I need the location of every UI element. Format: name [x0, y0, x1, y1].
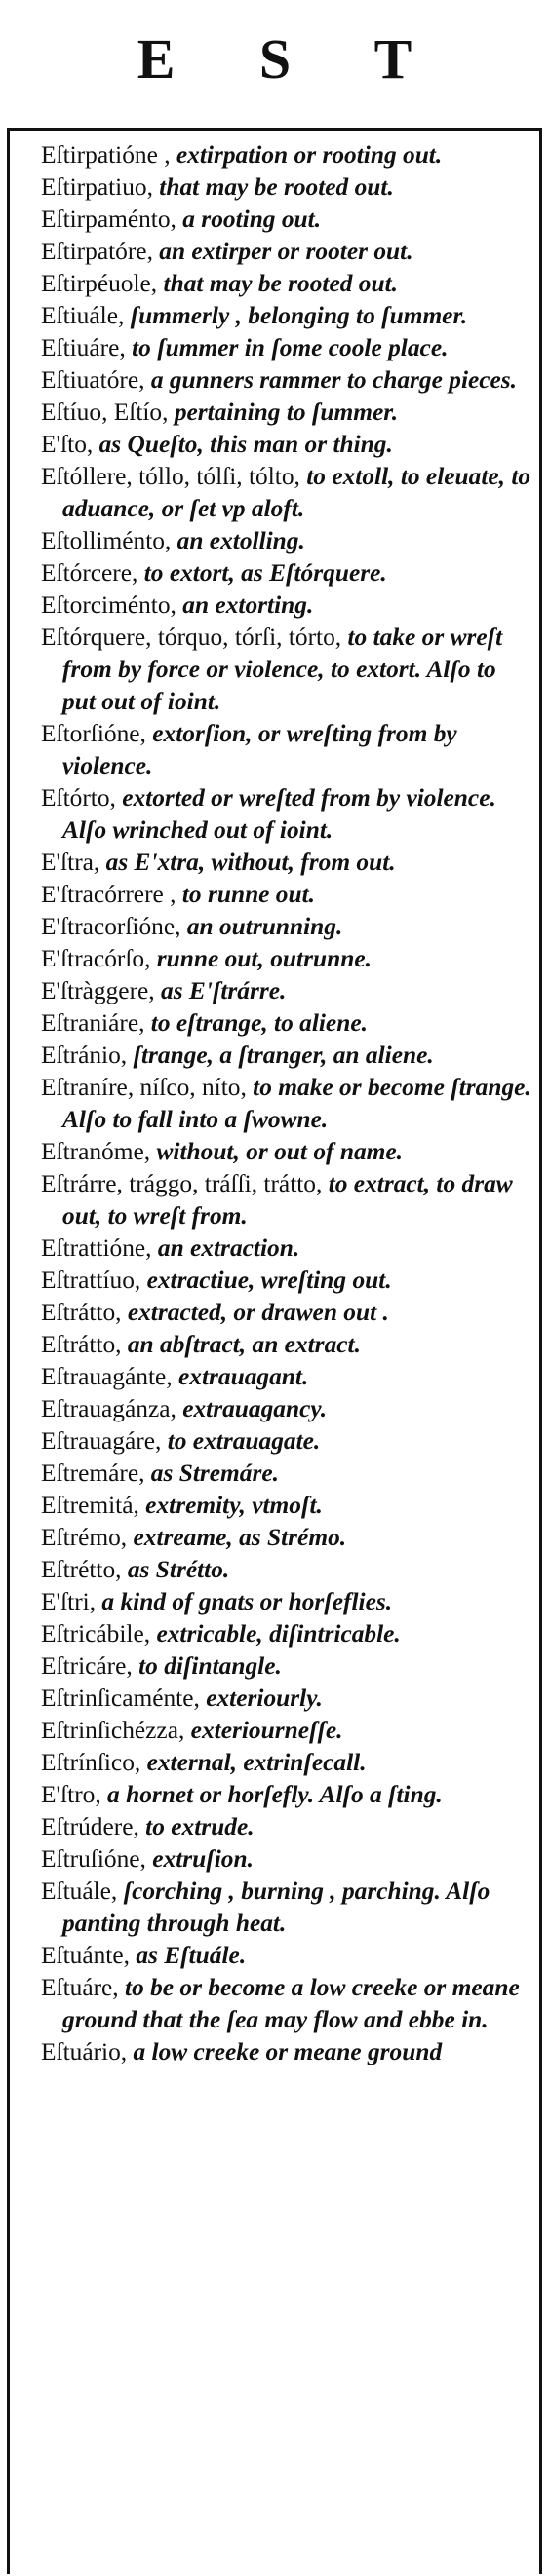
entry-headword: Eſtrauagánza,: [41, 1395, 183, 1422]
entry-headword: E'ſtracorſióne,: [41, 913, 187, 940]
dictionary-entry: [41, 1875, 533, 1940]
dictionary-entry: [41, 1940, 533, 1972]
entry-headword: Eſtuário,: [41, 2038, 134, 2065]
page-header: [0, 0, 549, 117]
dictionary-entry: [41, 171, 533, 204]
entry-definition: as Eſtuále.: [136, 1942, 247, 1969]
entry-definition: extrauagant.: [178, 1363, 309, 1390]
entry-list: [41, 139, 533, 2068]
entry-headword: Eſtrátto,: [41, 1331, 128, 1358]
entry-definition: exteriourneſſe.: [190, 1717, 343, 1744]
entry-headword: Eſtremáre,: [41, 1459, 151, 1487]
entry-definition: to diſintangle.: [138, 1652, 282, 1680]
dictionary-column: [7, 128, 542, 2574]
entry-definition: a hornet or horſefly. Alſo a ſting.: [107, 1781, 443, 1808]
dictionary-entry: [41, 1811, 533, 1843]
dictionary-entry: [41, 1393, 533, 1425]
dictionary-entry: [41, 1779, 533, 1811]
entry-definition: ſummerly , belonging to ſummer.: [130, 302, 468, 329]
entry-headword: Eſtiuáre,: [41, 334, 133, 361]
dictionary-entry: [41, 1072, 533, 1136]
dictionary-entry: [41, 557, 533, 589]
dictionary-entry: [41, 1297, 533, 1329]
entry-definition: an extirper or rooter out.: [159, 238, 413, 265]
entry-headword: Eſtirpatóre,: [41, 238, 160, 265]
entry-headword: Eſtolliménto,: [41, 527, 177, 554]
dictionary-entry: [41, 236, 533, 268]
dictionary-entry: [41, 332, 533, 364]
entry-definition: that may be rooted out.: [163, 270, 399, 297]
dictionary-entry: [41, 364, 533, 397]
entry-definition: a kind of gnats or horſeflies.: [101, 1588, 393, 1615]
entry-definition: a low creeke or meane ground: [133, 2038, 443, 2065]
entry-headword: Eſtirpatióne ,: [41, 141, 176, 169]
entry-definition: extricable, diſintricable.: [156, 1620, 401, 1648]
dictionary-entry: [41, 300, 533, 332]
entry-definition: as Stremáre.: [150, 1459, 279, 1487]
dictionary-entry: [41, 1618, 533, 1650]
dictionary-entry: [41, 2036, 533, 2068]
dictionary-entry: [41, 975, 533, 1007]
entry-definition: as E'xtra, without, from out.: [105, 849, 396, 876]
entry-definition: extractiue, wreſting out.: [146, 1267, 392, 1294]
dictionary-entry: [41, 879, 533, 911]
dictionary-entry: [41, 1843, 533, 1875]
entry-headword: Eſtrátto,: [41, 1299, 128, 1326]
entry-definition: to take or wreſt from by force or violence, to extort. Alſo to put out of ioint.: [62, 624, 503, 715]
dictionary-entry: [41, 1425, 533, 1458]
dictionary-entry: [41, 1232, 533, 1265]
entry-definition: runne out, outrunne.: [156, 945, 372, 972]
dictionary-entry: [41, 429, 533, 461]
entry-headword: Eſtricáre,: [41, 1652, 139, 1680]
dictionary-entry: [41, 1522, 533, 1554]
entry-headword: Eſtrétto,: [41, 1556, 128, 1583]
entry-headword: Eſtrattíuo,: [41, 1267, 147, 1294]
dictionary-entry: [41, 1554, 533, 1586]
dictionary-entry: [41, 1168, 533, 1232]
entry-headword: Eſtrínſico,: [41, 1749, 147, 1776]
entry-headword: Eſtóllere, tóllo, tólſi, tólto,: [41, 463, 307, 490]
entry-headword: Eſtrauagáre,: [41, 1427, 168, 1455]
dictionary-entry: [41, 1490, 533, 1522]
entry-headword: Eſtórto,: [41, 784, 123, 812]
dictionary-entry: [41, 1586, 533, 1618]
entry-headword: Eſtuáre,: [41, 1974, 126, 2001]
dictionary-entry: [41, 1007, 533, 1040]
entry-definition: an extraction.: [157, 1234, 300, 1262]
entry-definition: to extort, as Eſtórquere.: [143, 559, 387, 587]
dictionary-entry: [41, 847, 533, 879]
entry-headword: Eſtraniáre,: [41, 1009, 151, 1037]
dictionary-entry: [41, 622, 533, 718]
entry-definition: to extoll, to eleuate, to aduance, or ſet vp aloft.: [62, 463, 531, 522]
entry-headword: E'ſtra,: [41, 849, 106, 876]
dictionary-entry: [41, 268, 533, 300]
entry-headword: Eſtruſióne,: [41, 1845, 153, 1873]
entry-headword: Eſtirpatiuo,: [41, 173, 160, 201]
entry-definition: extreame, as Strémo.: [133, 1524, 347, 1551]
entry-headword: Eſtórquere, tórquo, tórſi, tórto,: [41, 624, 348, 651]
entry-definition: extorted or wreſted from by violence. Alſo wrinched out of ioint.: [62, 784, 496, 844]
entry-definition: to runne out.: [181, 881, 316, 908]
entry-definition: an extorting.: [182, 591, 314, 619]
entry-definition: ſcorching , burning , parching. Alſo panting through heat.: [62, 1877, 490, 1937]
dictionary-entry: [41, 1972, 533, 2036]
entry-headword: Eſtiuatóre,: [41, 366, 151, 394]
entry-definition: a rooting out.: [182, 206, 322, 233]
entry-definition: as Queſto, this man or thing.: [98, 431, 393, 458]
entry-definition: extirpation or rooting out.: [176, 141, 443, 169]
entry-definition: an abſtract, an extract.: [127, 1331, 361, 1358]
entry-definition: to eſtrange, to aliene.: [150, 1009, 368, 1037]
entry-headword: Eſtrauagánte,: [41, 1363, 178, 1390]
entry-headword: E'ſtri,: [41, 1588, 102, 1615]
dictionary-entry: [41, 718, 533, 782]
entry-definition: an outrunning.: [186, 913, 343, 940]
entry-headword: E'ſtracórſo,: [41, 945, 157, 972]
dictionary-entry: [41, 139, 533, 171]
entry-headword: Eſtrinſichézza,: [41, 1717, 191, 1744]
dictionary-entry: [41, 525, 533, 557]
entry-headword: Eſtiuále,: [41, 302, 131, 329]
entry-definition: extorſion, or wreſting from by violence.: [62, 720, 457, 779]
entry-headword: Eſtrárre, trággo, tráſſi, trátto,: [41, 1170, 329, 1197]
entry-definition: to extrude.: [145, 1813, 255, 1840]
entry-headword: Eſtorciménto,: [41, 591, 183, 619]
dictionary-entry: [41, 943, 533, 975]
entry-headword: Eſtíuo, Eſtío,: [41, 398, 175, 426]
entry-headword: Eſtremitá,: [41, 1492, 146, 1519]
entry-definition: as Strétto.: [127, 1556, 230, 1583]
dictionary-entry: [41, 1683, 533, 1715]
entry-definition: to extrauagate.: [167, 1427, 321, 1455]
entry-definition: to make or become ſtrange. Alſo to fall into a ſwowne.: [62, 1074, 531, 1133]
entry-headword: Eſtórcere,: [41, 559, 144, 587]
entry-headword: E'ſtracórrere ,: [41, 881, 182, 908]
dictionary-entry: [41, 1747, 533, 1779]
entry-headword: Eſtorſióne,: [41, 720, 153, 747]
entry-headword: Eſtránio,: [41, 1042, 134, 1069]
dictionary-entry: [41, 1265, 533, 1297]
entry-headword: Eſtricábile,: [41, 1620, 157, 1648]
dictionary-entry: [41, 1136, 533, 1168]
dictionary-entry: [41, 1715, 533, 1747]
entry-headword: Eſtirpaménto,: [41, 206, 183, 233]
dictionary-entry: [41, 1361, 533, 1393]
dictionary-entry: [41, 911, 533, 943]
entry-definition: external, extrinſecall.: [146, 1749, 367, 1776]
entry-headword: E'ſto,: [41, 431, 99, 458]
entry-definition: extrauagancy.: [182, 1395, 328, 1422]
entry-definition: extremity, vtmoſt.: [145, 1492, 323, 1519]
entry-definition: extracted, or drawen out .: [127, 1299, 389, 1326]
dictionary-entry: [41, 1650, 533, 1683]
entry-headword: Eſtuánte,: [41, 1942, 137, 1969]
entry-definition: to be or become a low creeke or meane ground that the ſea may flow and ebbe in.: [62, 1974, 520, 2033]
dictionary-entry: [41, 461, 533, 525]
entry-definition: as E'ſtrárre.: [161, 977, 287, 1004]
entry-headword: Eſtrattióne,: [41, 1234, 158, 1262]
entry-headword: E'ſtràggere,: [41, 977, 161, 1004]
entry-definition: without, or out of name.: [156, 1138, 404, 1165]
dictionary-entry: [41, 1458, 533, 1490]
dictionary-entry: [41, 589, 533, 622]
entry-headword: Eſtrúdere,: [41, 1813, 146, 1840]
dictionary-entry: [41, 1329, 533, 1361]
dictionary-entry: [41, 1040, 533, 1072]
entry-definition: an extolling.: [176, 527, 305, 554]
entry-definition: a gunners rammer to charge pieces.: [150, 366, 518, 394]
dictionary-entry: [41, 204, 533, 236]
entry-headword: Eſtuále,: [41, 1877, 124, 1905]
entry-headword: Eſtranóme,: [41, 1138, 157, 1165]
entry-headword: Eſtrinſicaménte,: [41, 1685, 207, 1712]
dictionary-entry: [41, 782, 533, 847]
entry-headword: Eſtirpéuole,: [41, 270, 164, 297]
entry-headword: Eſtrémo,: [41, 1524, 134, 1551]
entry-headword: Eſtraníre, níſco, níto,: [41, 1074, 254, 1101]
entry-definition: extruſion.: [152, 1845, 254, 1873]
entry-definition: pertaining to ſummer.: [174, 398, 399, 426]
entry-definition: ſtrange, a ſtranger, an aliene.: [133, 1042, 434, 1069]
entry-headword: E'ſtro,: [41, 1781, 108, 1808]
entry-definition: exteriourly.: [206, 1685, 323, 1712]
dictionary-entry: [41, 397, 533, 429]
entry-definition: to ſummer in ſome coole place.: [132, 334, 449, 361]
entry-definition: that may be rooted out.: [159, 173, 394, 201]
page-header-letters: E S T: [137, 26, 448, 91]
entry-definition: to extract, to draw out, to wreſt from.: [62, 1170, 513, 1230]
